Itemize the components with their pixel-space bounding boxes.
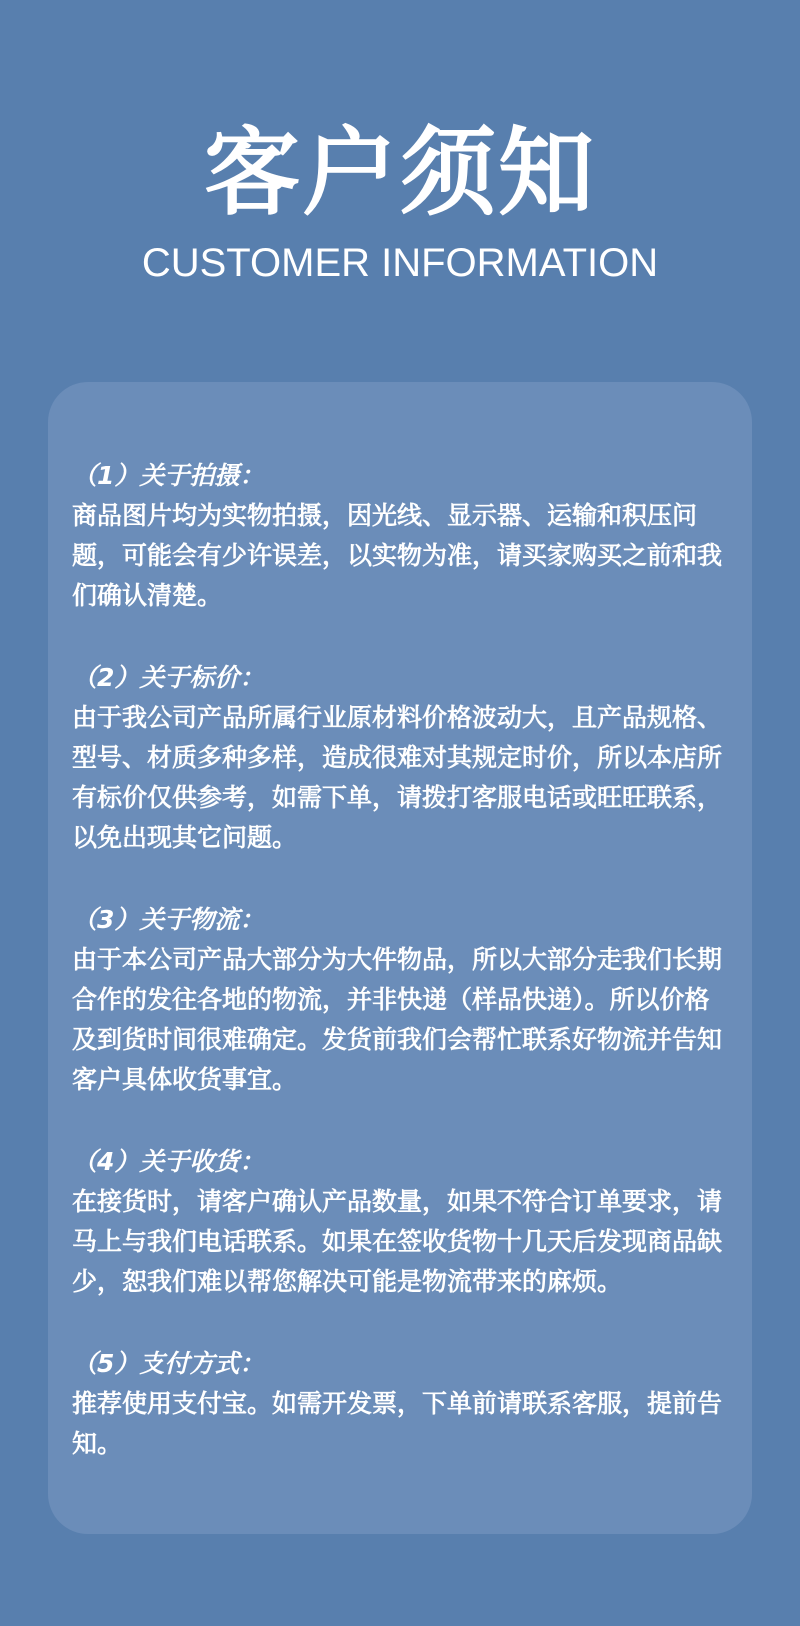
section-body: 推荐使用支付宝。如需开发票，下单前请联系客服，提前告知。 <box>72 1389 723 1458</box>
section-logistics <box>72 900 732 1100</box>
page-title: 客户须知 <box>204 117 596 229</box>
section-body: 由于本公司产品大部分为大件物品，所以大部分走我们长期合作的发往各地的物流，并非快递（样品快递）。所以价格及到货时间很难确定。发货前我们会帮忙联系好物流并告知客户具体收货事宜。 <box>72 945 723 1094</box>
section-heading: （5）支付方式： <box>72 1349 265 1378</box>
section-body: 由于我公司产品所属行业原材料价格波动大，且产品规格、型号、材质多种多样，造成很难对其规定时价，所以本店所有标价仅供参考，如需下单，请拨打客服电话或旺旺联系，以免出现其它问题。 <box>72 703 723 852</box>
section-heading: （4）关于收货： <box>72 1147 265 1176</box>
section-shooting <box>72 456 732 616</box>
section-body: 在接货时，请客户确认产品数量，如果不符合订单要求，请马上与我们电话联系。如果在签收货物十几天后发现商品缺少，恕我们难以帮您解决可能是物流带来的麻烦。 <box>72 1187 723 1296</box>
page-subtitle: CUSTOMER INFORMATION <box>141 241 659 285</box>
section-pricing <box>72 658 732 858</box>
section-body: 商品图片均为实物拍摄，因光线、显示器、运输和积压问题，可能会有少许误差，以实物为准，请买家购买之前和我们确认清楚。 <box>72 501 723 610</box>
notice-content <box>72 456 732 1506</box>
section-receiving <box>72 1142 732 1302</box>
notice-card <box>48 382 752 1534</box>
section-heading: （1）关于拍摄： <box>72 461 265 490</box>
section-payment <box>72 1344 732 1464</box>
section-heading: （2）关于标价： <box>72 663 265 692</box>
section-heading: （3）关于物流： <box>72 905 265 934</box>
